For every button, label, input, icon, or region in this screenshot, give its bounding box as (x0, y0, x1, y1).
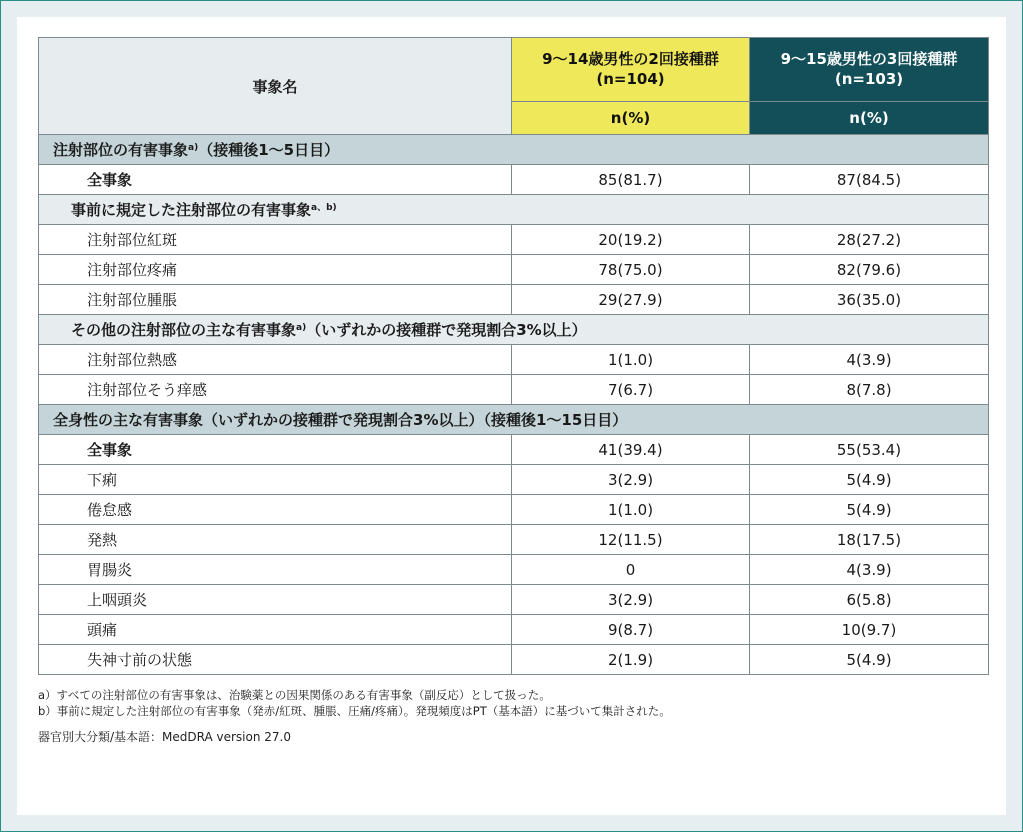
event-name: 注射部位紅斑 (39, 225, 512, 255)
event-name: 倦怠感 (39, 495, 512, 525)
group1-n: (n=104) (596, 70, 665, 89)
footnote-ref: a、b) (311, 203, 337, 213)
group2-value: 28(27.2) (750, 225, 989, 255)
group1-value: 12(11.5) (512, 525, 750, 555)
table-row (39, 555, 989, 585)
table-row (39, 225, 989, 255)
table-row (39, 255, 989, 285)
event-name: 全事象 (39, 435, 512, 465)
adverse-events-table (38, 37, 989, 675)
event-name: 注射部位腫脹 (39, 285, 512, 315)
subsection-title: その他の注射部位の主な有害事象 (71, 321, 297, 339)
table-row (39, 165, 989, 195)
event-name: 下痢 (39, 465, 512, 495)
table-row (39, 285, 989, 315)
table-row (39, 375, 989, 405)
group1-value: 85(81.7) (512, 165, 750, 195)
group2-n: (n=103) (834, 70, 904, 89)
table-container (38, 37, 988, 745)
group1-value: 41(39.4) (512, 435, 750, 465)
table-row (39, 435, 989, 465)
event-name: 頭痛 (39, 615, 512, 645)
group1-value: 78(75.0) (512, 255, 750, 285)
source-note: 器官別大分類/基本語：MedDRA version 27.0 (38, 730, 291, 744)
section-title: 注射部位の有害事象 (53, 141, 189, 159)
event-name-header: 事象名 (39, 38, 512, 135)
footnote-a: a）すべての注射部位の有害事象は、治験薬との因果関係のある有害事象（副反応）として扱った。 (38, 688, 551, 702)
group2-value: 55(53.4) (750, 435, 989, 465)
group1-value: 3(2.9) (512, 465, 750, 495)
group2-value: 4(3.9) (750, 555, 989, 585)
group2-value: 5(4.9) (750, 495, 989, 525)
table-row (39, 645, 989, 675)
subsection-other (39, 315, 989, 345)
group2-value: 87(84.5) (750, 165, 989, 195)
group2-value: 6(5.8) (750, 585, 989, 615)
group1-value: 9(8.7) (512, 615, 750, 645)
event-name: 注射部位疼痛 (39, 255, 512, 285)
subsection-predefined (39, 195, 989, 225)
event-name: 上咽頭炎 (39, 585, 512, 615)
subsection-suffix: （いずれかの接種群で発現割合3%以上） (306, 321, 587, 339)
event-name: 注射部位熱感 (39, 345, 512, 375)
group1-unit: n(%) (512, 101, 750, 134)
group2-unit: n(%) (750, 101, 989, 134)
table-row (39, 495, 989, 525)
group1-value: 1(1.0) (512, 495, 750, 525)
group1-value: 29(27.9) (512, 285, 750, 315)
group2-title: 9～15歳男性の3回接種群 (780, 50, 958, 69)
group2-value: 5(4.9) (750, 465, 989, 495)
section-suffix: （接種後1～5日目） (198, 141, 340, 159)
subsection-title: 事前に規定した注射部位の有害事象 (71, 201, 312, 219)
table-row (39, 465, 989, 495)
footnote-ref: a) (296, 323, 307, 333)
group1-value: 0 (512, 555, 750, 585)
group2-value: 8(7.8) (750, 375, 989, 405)
section-injection-site (39, 135, 989, 165)
group1-value: 2(1.9) (512, 645, 750, 675)
footnotes (38, 687, 988, 745)
table-row (39, 585, 989, 615)
table-row (39, 525, 989, 555)
group1-value: 3(2.9) (512, 585, 750, 615)
group1-header (512, 38, 750, 102)
table-row (39, 345, 989, 375)
event-name: 失神寸前の状態 (39, 645, 512, 675)
group2-header (750, 38, 989, 102)
section-title: 全身性の主な有害事象（いずれかの接種群で発現割合3%以上）（接種後1～15日目） (39, 405, 989, 435)
group2-value: 10(9.7) (750, 615, 989, 645)
group2-value: 36(35.0) (750, 285, 989, 315)
event-name: 全事象 (39, 165, 512, 195)
section-systemic (39, 405, 989, 435)
group1-title: 9～14歳男性の2回接種群 (542, 50, 719, 69)
footnote-b: b）事前に規定した注射部位の有害事象（発赤/紅斑、腫脹、圧痛/疼痛）。発現頻度はPT（基本語）に基づいて集計された。 (38, 704, 671, 718)
group1-value: 7(6.7) (512, 375, 750, 405)
group2-value: 18(17.5) (750, 525, 989, 555)
event-name: 注射部位そう痒感 (39, 375, 512, 405)
event-name: 胃腸炎 (39, 555, 512, 585)
group2-value: 5(4.9) (750, 645, 989, 675)
event-name: 発熱 (39, 525, 512, 555)
group1-value: 1(1.0) (512, 345, 750, 375)
group2-value: 4(3.9) (750, 345, 989, 375)
group1-value: 20(19.2) (512, 225, 750, 255)
footnote-ref: a) (188, 143, 199, 153)
group2-value: 82(79.6) (750, 255, 989, 285)
table-row (39, 615, 989, 645)
